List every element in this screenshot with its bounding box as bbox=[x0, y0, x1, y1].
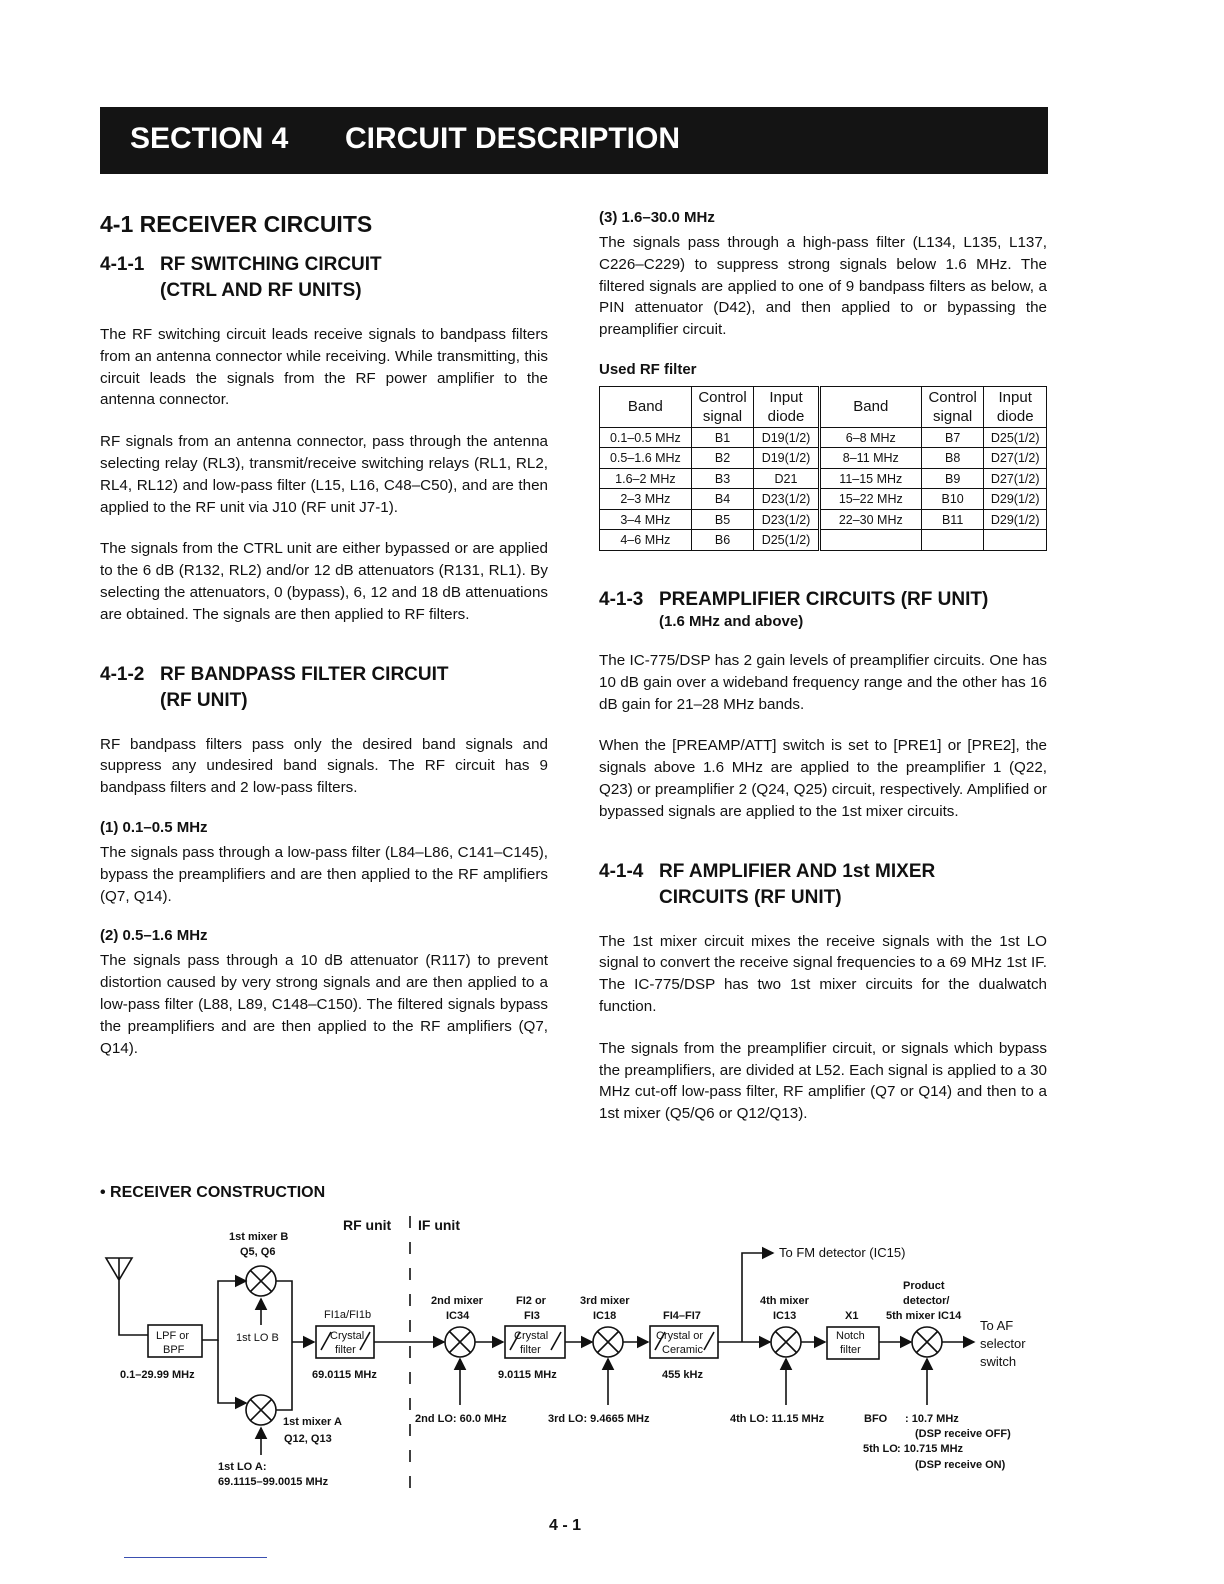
mixer-b-label: 1st mixer B bbox=[229, 1231, 289, 1243]
table-cell: 0.5–1.6 MHz bbox=[600, 448, 692, 469]
lo4-label: 4th LO: 11.15 MHz bbox=[730, 1413, 825, 1425]
footer-rule bbox=[124, 1557, 267, 1558]
crystal1-label-1: Crystal bbox=[330, 1330, 365, 1342]
to-af-label-2: selector bbox=[980, 1336, 1026, 1351]
fl4-label: FI4–FI7 bbox=[663, 1310, 701, 1322]
table-cell: B4 bbox=[691, 489, 754, 510]
table-cell: 6–8 MHz bbox=[819, 427, 921, 448]
paragraph: The RF switching circuit leads receive signals to bandpass filters from an antenna connector while receiving. While transmitting, this circuit leads the signals from the RF power amplifier to the antenna connector. bbox=[100, 326, 548, 409]
table-cell: B9 bbox=[921, 468, 984, 489]
lo5-value: : 10.715 MHz bbox=[897, 1443, 964, 1455]
table-cell: D23(1/2) bbox=[754, 489, 819, 510]
mixer4-label: 4th mixer bbox=[760, 1295, 809, 1307]
table-header: Band bbox=[819, 386, 921, 427]
lo3-label: 3rd LO: 9.4665 MHz bbox=[548, 1413, 650, 1425]
table-cell: D27(1/2) bbox=[984, 448, 1047, 469]
paragraph: The signals from the preamplifier circuit, or signals which bypass the preamplifiers, are divided at L52. Each signal is applied to a 30 MHz cut-off low-pass filter, RF amplifier (Q7 or Q14) and then to a 1st mixer (Q5/Q6 or Q12/Q13). bbox=[599, 1039, 1047, 1123]
table-cell: 0.1–0.5 MHz bbox=[600, 427, 692, 448]
paragraph: RF bandpass filters pass only the desired band signals and suppress any undesired band signals. The RF circuit has 9 bandpass filters and 2 low-pass filters. bbox=[100, 735, 548, 797]
lo1b-label: 1st LO B bbox=[236, 1332, 279, 1344]
table-cell: D25(1/2) bbox=[754, 530, 819, 551]
rf-unit-label: RF unit bbox=[343, 1217, 392, 1233]
table-header: Control signal bbox=[691, 386, 754, 427]
table-cell: D25(1/2) bbox=[984, 427, 1047, 448]
table-cell: 22–30 MHz bbox=[819, 509, 921, 530]
heading-number: 4-1-3 bbox=[599, 588, 644, 610]
table-cell: 11–15 MHz bbox=[819, 468, 921, 489]
table-cell: B5 bbox=[691, 509, 754, 530]
heading-receiver-circuits: 4-1 RECEIVER CIRCUITS bbox=[100, 211, 373, 237]
heading-number: 4-1-2 bbox=[100, 663, 145, 685]
heading-line1: RF SWITCHING CIRCUIT bbox=[160, 254, 382, 275]
heading-line2: CIRCUITS (RF UNIT) bbox=[659, 886, 842, 908]
bfo-value: : 10.7 MHz bbox=[905, 1413, 959, 1425]
lo2-label: 2nd LO: 60.0 MHz bbox=[415, 1413, 507, 1425]
product-label-3: 5th mixer IC14 bbox=[886, 1310, 962, 1322]
table-cell: B2 bbox=[691, 448, 754, 469]
table-cell: D23(1/2) bbox=[754, 509, 819, 530]
paragraph: RF signals from an antenna connector, pass through the antenna selecting relay (RL3), transmit/receive switching relays (RL1, RL2, RL4, RL12) and low-pass filter (L15, L16, C48–C50), and are then applied to the RF unit via J10 (RF unit J7-1). bbox=[100, 433, 548, 516]
lpf-label-2: BPF bbox=[163, 1344, 185, 1356]
table-cell: D19(1/2) bbox=[754, 448, 819, 469]
notch-label-2: filter bbox=[840, 1344, 861, 1356]
table-cell: D21 bbox=[754, 468, 819, 489]
crystal1-label-2: filter bbox=[335, 1344, 356, 1356]
mixer3-part: IC18 bbox=[593, 1310, 617, 1322]
lo5-label: 5th LO bbox=[863, 1443, 898, 1455]
antenna-icon bbox=[106, 1258, 148, 1335]
table-cell: 2–3 MHz bbox=[600, 489, 692, 510]
table-cell: D19(1/2) bbox=[754, 427, 819, 448]
fl2-label-1: FI2 or bbox=[516, 1295, 546, 1307]
table-cell: D29(1/2) bbox=[984, 489, 1047, 510]
fm-detector-label: To FM detector (IC15) bbox=[779, 1245, 906, 1260]
table-cell: 4–6 MHz bbox=[600, 530, 692, 551]
product-label-1: Product bbox=[903, 1280, 945, 1292]
input-range-label: 0.1–29.99 MHz bbox=[120, 1369, 195, 1381]
paragraph: The signals from the CTRL unit are either bypassed or are applied to the 6 dB (R132, RL2) and/or 12 dB attenuators (R131, RL1). By selecting the attenuators, 0 (bypass), 6, 12 and 18 dB attenuations are obtained. The signals are then applied to RF filters. bbox=[100, 540, 548, 623]
paragraph: The signals pass through a low-pass filter (L84–L86, C141–C145), bypass the preamplifiers and are then applied to the RF amplifiers (Q7, Q14). bbox=[100, 843, 548, 905]
mixer3-label: 3rd mixer bbox=[580, 1295, 630, 1307]
subheading-1.6-30: (3) 1.6–30.0 MHz bbox=[599, 209, 715, 226]
heading-line1: PREAMPLIFIER CIRCUITS (RF UNIT) bbox=[659, 588, 989, 610]
x1-label: X1 bbox=[845, 1310, 859, 1322]
paragraph: The signals pass through a high-pass filter (L134, L135, L137, C226–C229) to suppress strong signals below 1.6 MHz. The filtered signals are applied to one of 9 bandpass filters as below, a PIN attenuator (D42), and then applied to or bypassing the preamplifier circuit. bbox=[599, 234, 1047, 339]
table-cell: 3–4 MHz bbox=[600, 509, 692, 530]
crystal2-label-1: Crystal bbox=[514, 1330, 549, 1342]
table-cell: B8 bbox=[921, 448, 984, 469]
fl2-label-2: FI3 bbox=[524, 1310, 540, 1322]
product-label-2: detector/ bbox=[903, 1295, 950, 1307]
heading-line1: RF BANDPASS FILTER CIRCUIT bbox=[160, 663, 449, 685]
table-cell: 15–22 MHz bbox=[819, 489, 921, 510]
heading-number: 4-1-4 bbox=[599, 860, 644, 882]
table-cell: B11 bbox=[921, 509, 984, 530]
diagram-title: • RECEIVER CONSTRUCTION bbox=[100, 1184, 326, 1201]
if2-freq-label: 9.0115 MHz bbox=[498, 1369, 557, 1381]
lo1a-range: 69.1115–99.0015 MHz bbox=[218, 1476, 329, 1488]
section-title: CIRCUIT DESCRIPTION bbox=[345, 122, 681, 155]
to-af-label-3: switch bbox=[980, 1354, 1017, 1369]
heading-line2: (RF UNIT) bbox=[160, 689, 248, 711]
mixer-b-parts: Q5, Q6 bbox=[240, 1246, 276, 1258]
lo1a-label: 1st LO A: bbox=[218, 1461, 267, 1473]
lo5-note: (DSP receive ON) bbox=[915, 1459, 1006, 1471]
table-cell: B10 bbox=[921, 489, 984, 510]
paragraph: The IC-775/DSP has 2 gain levels of preamplifier circuits. One has 10 dB gain over a wideband frequency range and the other has 16 dB gain for 21–28 MHz bands. bbox=[599, 651, 1047, 713]
paragraph: When the [PREAMP/ATT] switch is set to [PRE1] or [PRE2], the signals above 1.6 MHz are applied to the preamplifier 1 (Q22, Q23) or preamplifier 2 (Q24, Q25) circuit, respectively. Amplified or bypassed signals are applied to the 1st mixer circuits. bbox=[599, 737, 1047, 820]
subheading-0.1-0.5: (1) 0.1–0.5 MHz bbox=[100, 818, 208, 836]
to-af-label-1: To AF bbox=[980, 1318, 1014, 1333]
bfo-label: BFO bbox=[864, 1413, 888, 1425]
table-header: Band bbox=[600, 386, 692, 427]
ceramic-label-1: Crystal or bbox=[656, 1330, 704, 1342]
table-cell: B6 bbox=[691, 530, 754, 551]
table-cell: 8–11 MHz bbox=[819, 448, 921, 469]
mixer4-part: IC13 bbox=[773, 1310, 797, 1322]
table-cell: B7 bbox=[921, 427, 984, 448]
heading-line1: RF AMPLIFIER AND 1st MIXER bbox=[659, 860, 936, 882]
table-cell: B3 bbox=[691, 468, 754, 489]
crystal2-label-2: filter bbox=[520, 1344, 541, 1356]
heading-subtitle: (1.6 MHz and above) bbox=[659, 612, 804, 630]
if-unit-label: IF unit bbox=[418, 1217, 460, 1233]
heading-line2: (CTRL AND RF UNITS) bbox=[160, 280, 362, 301]
heading-number: 4-1-1 bbox=[100, 254, 145, 275]
table-header: Input diode bbox=[984, 386, 1047, 427]
paragraph: The 1st mixer circuit mixes the receive signals with the 1st LO signal to convert the receive signal frequencies to a 69 MHz 1st IF. The IC-775/DSP has two 1st mixer circuits for the dualwatch function. bbox=[599, 932, 1047, 1015]
paragraph: The signals pass through a 10 dB attenuator (R117) to prevent distortion caused by very strong signals and are then applied to a low-pass filter (L88, L89, C148–C150). The filtered signals bypass the preamplifiers and are then applied to the RF amplifiers (Q7, Q14). bbox=[100, 952, 548, 1057]
page-number: 4 - 1 bbox=[549, 1517, 582, 1534]
table-cell: D27(1/2) bbox=[984, 468, 1047, 489]
table-header: Input diode bbox=[754, 386, 819, 427]
section-number: SECTION 4 bbox=[130, 122, 289, 155]
if1-freq-label: 69.0115 MHz bbox=[312, 1369, 377, 1381]
fl1-label: FI1a/FI1b bbox=[324, 1309, 372, 1321]
lpf-label-1: LPF or bbox=[156, 1330, 190, 1342]
bfo-note: (DSP receive OFF) bbox=[915, 1428, 1011, 1440]
table-cell: D29(1/2) bbox=[984, 509, 1047, 530]
mixer-a-parts: Q12, Q13 bbox=[284, 1433, 332, 1445]
ceramic-label-2: Ceramic bbox=[662, 1344, 703, 1356]
mixer2-part: IC34 bbox=[446, 1310, 470, 1322]
mixer-a-label: 1st mixer A bbox=[283, 1416, 342, 1428]
subheading-0.5-1.6: (2) 0.5–1.6 MHz bbox=[100, 927, 208, 945]
table-cell: B1 bbox=[691, 427, 754, 448]
table-cell: 1.6–2 MHz bbox=[600, 468, 692, 489]
table-title: Used RF filter bbox=[599, 360, 697, 378]
if3-freq-label: 455 kHz bbox=[662, 1369, 703, 1381]
table-header: Control signal bbox=[921, 386, 984, 427]
notch-label-1: Notch bbox=[836, 1330, 865, 1342]
mixer2-label: 2nd mixer bbox=[431, 1295, 483, 1307]
